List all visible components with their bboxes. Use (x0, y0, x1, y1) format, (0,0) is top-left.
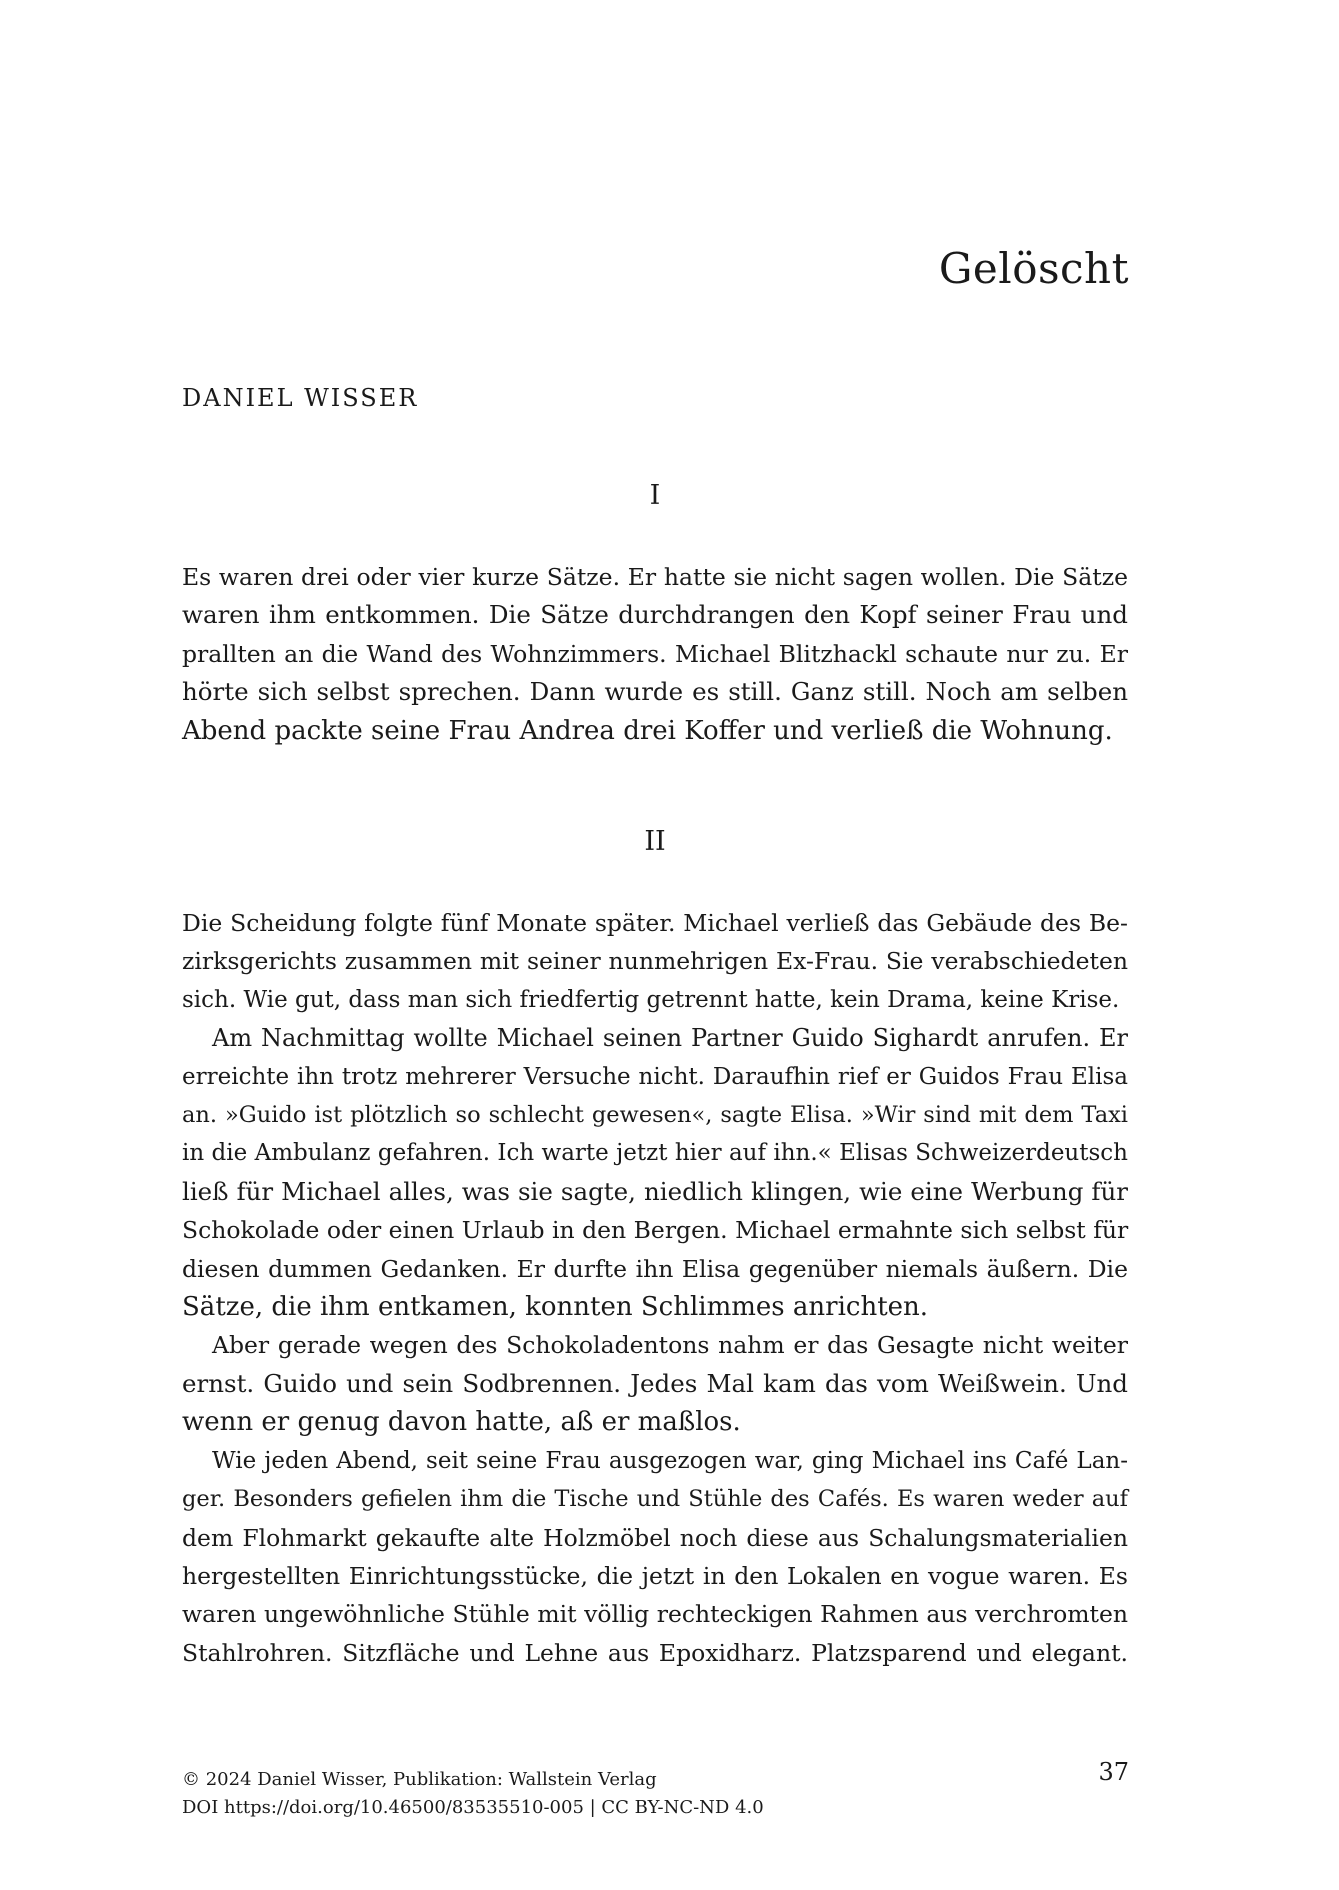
text-line: waren ihm entkommen. Die Sätze durchdrangen den Kopf seiner Frau und (182, 600, 1128, 630)
author-name: DANIEL WISSER (182, 384, 419, 412)
text-line: Stahlrohren. Sitzfläche und Lehne aus Epoxidharz. Platzsparend und elegant. (182, 1638, 1128, 1667)
text-line: hörte sich selbst sprechen. Dann wurde es still. Ganz still. Noch am selben (182, 677, 1128, 707)
section-1-text (182, 558, 1128, 750)
copyright-line: © 2024 Daniel Wisser, Publikation: Wallstein Verlag (182, 1769, 657, 1790)
text-line: ließ für Michael alles, was sie sagte, niedlich klingen, wie eine Werbung für (182, 1176, 1128, 1206)
section-heading-2: II (644, 826, 666, 857)
text-line: Die Scheidung folgte fünf Monate später. Michael verließ das Gebäude des Be- (182, 909, 1128, 937)
section-2-text (182, 904, 1128, 1672)
text-line: Am Nachmittag wollte Michael seinen Partner Guido Sighardt anrufen. Er (212, 1024, 1128, 1053)
text-line: in die Ambulanz gefahren. Ich warte jetzt hier auf ihn.« Elisas Schweizerdeutsch (182, 1140, 1128, 1167)
text-line: erreichte ihn trotz mehrerer Versuche nicht. Daraufhin rief er Guidos Frau Elisa (182, 1063, 1128, 1090)
chapter-title: Gelöscht (938, 244, 1129, 293)
section-heading-1: I (649, 480, 661, 511)
text-line: zirksgerichts zusammen mit seiner nunmehrigen Ex-Frau. Sie verabschiedeten (182, 947, 1128, 976)
text-line: diesen dummen Gedanken. Er durfte ihn Elisa gegenüber niemals äußern. Die (182, 1254, 1128, 1283)
text-line: an. »Guido ist plötzlich so schlecht gewesen«, sagte Elisa. »Wir sind mit dem Taxi (182, 1102, 1128, 1129)
text-line: wenn er genug davon hatte, aß er maßlos. (182, 1407, 741, 1438)
text-line: sich. Wie gut, dass man sich friedfertig getrennt hatte, kein Drama, keine Krise. (182, 986, 1120, 1013)
text-line: Schokolade oder einen Urlaub in den Bergen. Michael ermahnte sich selbst für (182, 1216, 1129, 1245)
page-number: 37 (1098, 1758, 1129, 1786)
text-line: Abend packte seine Frau Andrea drei Koffer und verließ die Wohnung. (182, 715, 1113, 746)
footer-credits (182, 1766, 764, 1822)
text-line: Aber gerade wegen des Schokoladentons nahm er das Gesagte nicht weiter (212, 1331, 1128, 1360)
text-line: ernst. Guido und sein Sodbrennen. Jedes Mal kam das vom Weißwein. Und (182, 1368, 1128, 1398)
text-line: Wie jeden Abend, seit seine Frau ausgezogen war, ging Michael ins Café Lan- (212, 1447, 1128, 1474)
text-line: Es waren drei oder vier kurze Sätze. Er hatte sie nicht sagen wollen. Die Sätze (182, 563, 1128, 591)
text-line: ger. Besonders gefielen ihm die Tische und Stühle des Cafés. Es waren weder auf (182, 1486, 1128, 1513)
text-line: prallten an die Wand des Wohnzimmers. Michael Blitzhackl schaute nur zu. Er (182, 639, 1128, 668)
doi-line: DOI https://doi.org/10.46500/83535510-005 | CC BY-NC-ND 4.0 (182, 1797, 764, 1818)
text-line: hergestellten Einrichtungsstücke, die jetzt in den Lokalen en vogue waren. Es (182, 1561, 1128, 1590)
text-line: waren ungewöhnliche Stühle mit völlig rechteckigen Rahmen aus verchromten (182, 1600, 1128, 1629)
text-line: dem Flohmarkt gekaufte alte Holzmöbel noch diese aus Schalungsmaterialien (182, 1523, 1128, 1552)
text-line: Sätze, die ihm entkamen, konnten Schlimmes anrichten. (182, 1292, 929, 1323)
